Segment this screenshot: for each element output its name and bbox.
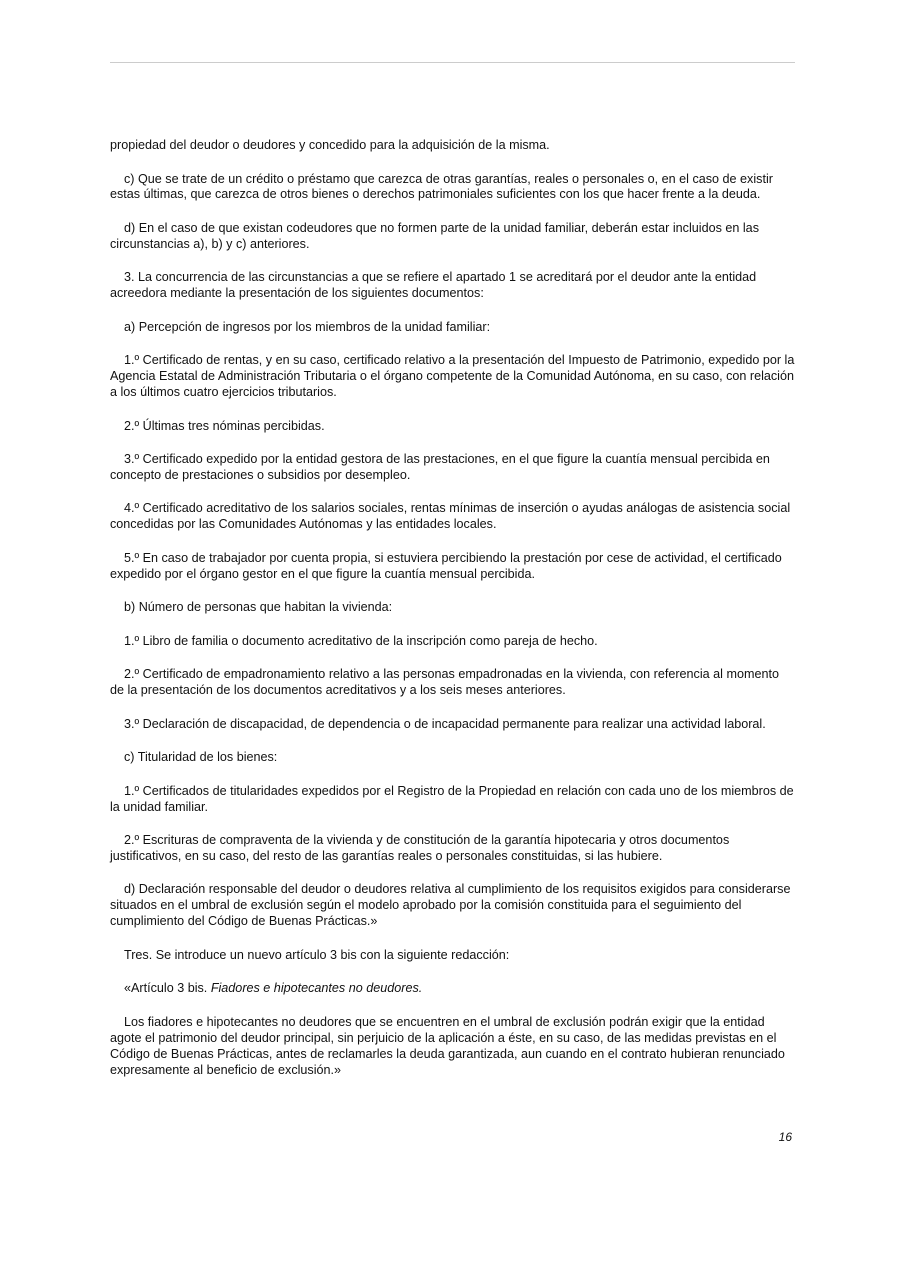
paragraph: c) Titularidad de los bienes:	[124, 750, 278, 765]
paragraph: a) Percepción de ingresos por los miembros de la unidad familiar:	[124, 319, 491, 334]
paragraph: 3. La concurrencia de las circunstancias a que se refiere el apartado 1 se acreditará por el deudor ante la entidad acreedora mediante la presentación de los siguientes documentos:	[110, 270, 757, 301]
paragraph: Tres. Se introduce un nuevo artículo 3 bis con la siguiente redacción:	[124, 947, 510, 962]
paragraph: 4.º Certificado acreditativo de los salarios sociales, rentas mínimas de inserción o ayudas análogas de asistencia social concedidas por las Comunidades Autónomas y las entidades locales.	[110, 501, 791, 532]
article-heading-title: Fiadores e hipotecantes no deudores.	[210, 981, 423, 996]
paragraph: c) Que se trate de un crédito o préstamo que carezca de otras garantías, reales o personales o, en el caso de existir estas últimas, que carezca de otros bienes o derechos patrimoniales suficientes con los que hacer frente a la deuda.	[110, 171, 773, 202]
paragraph: propiedad del deudor o deudores y concedido para la adquisición de la misma.	[110, 138, 550, 152]
paragraph: Los fiadores e hipotecantes no deudores que se encuentren en el umbral de exclusión podrán exigir que la entidad agote el patrimonio del deudor principal, sin perjuicio de la aplicación a éste, en su caso, de las medidas previstas en el Código de Buenas Prácticas, antes de reclamarles la deuda garantizada, aun cuando en el contrato hubieran renunciado expresamente al beneficio de exclusión.»	[110, 1014, 785, 1077]
article-heading-prefix: «Artículo 3 bis.	[124, 981, 211, 996]
paragraph: d) En el caso de que existan codeudores que no formen parte de la unidad familiar, deberán estar incluidos en las circunstancias a), b) y c) anteriores.	[110, 220, 759, 251]
paragraph: b) Número de personas que habitan la vivienda:	[124, 600, 393, 615]
paragraph: 1.º Certificados de titularidades expedidos por el Registro de la Propiedad en relación con cada uno de los miembros de la unidad familiar.	[110, 783, 794, 814]
paragraph: 1.º Libro de familia o documento acreditativo de la inscripción como pareja de hecho.	[124, 633, 598, 648]
article-heading	[110, 981, 795, 997]
header-rule	[110, 62, 795, 63]
paragraph: 2.º Escrituras de compraventa de la vivienda y de constitución de la garantía hipotecaria y otros documentos justificativos, en su caso, del resto de las garantías reales o personales constituidas, si las hubiere.	[110, 833, 730, 863]
paragraph: 1.º Certificado de rentas, y en su caso, certificado relativo a la presentación del Impuesto de Patrimonio, expedido por la Agencia Estatal de Administración Tributaria o el órgano competente de la Comunidad Autónoma, en su caso, con relación a los últimos cuatro ejercicios tributarios.	[110, 353, 795, 400]
document-body	[110, 138, 795, 1096]
paragraph: 3.º Declaración de discapacidad, de dependencia o de incapacidad permanente para realizar una actividad laboral.	[124, 716, 766, 731]
paragraph: 5.º En caso de trabajador por cuenta propia, si estuviera percibiendo la prestación por cese de actividad, el certificado expedido por el órgano gestor en el que figure la cuantía mensual percibida.	[110, 550, 782, 581]
page-number: 16	[778, 1130, 792, 1144]
paragraph: 2.º Últimas tres nóminas percibidas.	[124, 418, 325, 433]
paragraph: 3.º Certificado expedido por la entidad gestora de las prestaciones, en el que figure la cuantía mensual percibida en concepto de prestaciones o subsidios por desempleo.	[110, 452, 770, 482]
paragraph: d) Declaración responsable del deudor o deudores relativa al cumplimiento de los requisitos exigidos para considerarse situados en el umbral de exclusión según el modelo aprobado por la comisión constituida para el seguimiento del cumplimiento del Código de Buenas Prácticas.»	[110, 882, 791, 929]
paragraph: 2.º Certificado de empadronamiento relativo a las personas empadronadas en la vivienda, con referencia al momento de la presentación de los documentos acreditativos y a los seis meses anteriores.	[110, 667, 779, 698]
